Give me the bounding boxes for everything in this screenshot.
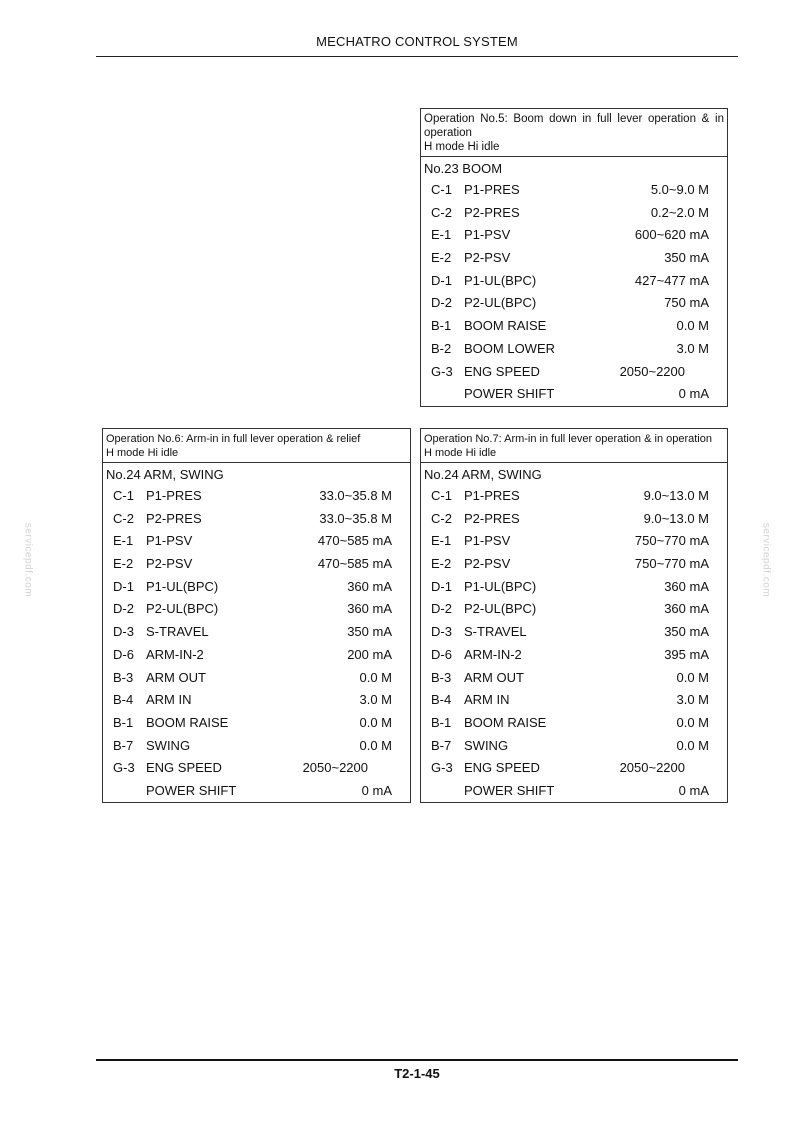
watermark-right: servicepdf.com — [760, 522, 772, 598]
table-row — [103, 712, 410, 735]
row-code: D-3 — [431, 624, 452, 640]
row-parameter: P2-PRES — [146, 510, 202, 526]
row-parameter: P1-UL(BPC) — [464, 578, 537, 594]
table-row — [421, 247, 727, 270]
operation-7-header — [421, 429, 727, 463]
row-parameter: P1-UL(BPC) — [146, 578, 219, 594]
row-value: 3.0 M — [676, 692, 709, 708]
row-parameter: P2-PSV — [464, 556, 511, 572]
row-code: B-3 — [431, 669, 452, 685]
table-row — [103, 508, 410, 531]
row-parameter: ENG SPEED — [146, 760, 222, 776]
row-value: 395 mA — [664, 646, 709, 662]
row-code: G-3 — [113, 760, 135, 776]
table-row — [421, 508, 727, 531]
table-row — [421, 202, 727, 225]
row-value: 0 mA — [678, 386, 709, 402]
operation-5-box — [420, 108, 728, 407]
row-value: 750~770 mA — [634, 556, 709, 572]
table-row — [421, 735, 727, 758]
operation-7-mode: H mode Hi idle — [424, 447, 497, 459]
row-parameter: P1-PSV — [464, 533, 511, 549]
page-number: T2-1-45 — [394, 1066, 440, 1081]
table-row — [421, 485, 727, 508]
row-value: 0 mA — [361, 782, 392, 798]
row-value: 750~770 mA — [634, 533, 709, 549]
table-row — [421, 179, 727, 202]
row-parameter: P1-PRES — [464, 488, 520, 503]
row-code: D-2 — [431, 601, 452, 617]
row-value: 2050~2200 — [619, 363, 685, 379]
table-row — [103, 757, 410, 780]
row-value: 0 mA — [678, 782, 709, 798]
row-value: 350 mA — [664, 250, 709, 266]
operation-6-rows — [103, 485, 410, 803]
row-code: E-2 — [113, 556, 134, 572]
row-parameter: P1-PSV — [146, 533, 193, 549]
table-row — [421, 361, 727, 384]
table-row — [421, 667, 727, 690]
row-code: D-6 — [431, 646, 452, 662]
row-value: 9.0~13.0 M — [643, 488, 709, 503]
row-value: 0.0 M — [676, 714, 709, 730]
row-value: 9.0~13.0 M — [643, 510, 709, 526]
row-code: D-1 — [431, 272, 452, 288]
operation-7-box — [420, 428, 728, 803]
table-row — [103, 689, 410, 712]
table-row — [103, 598, 410, 621]
row-parameter: ARM OUT — [464, 669, 524, 685]
row-code: B-4 — [113, 692, 134, 708]
table-row — [421, 292, 727, 315]
table-row — [421, 598, 727, 621]
row-parameter: BOOM RAISE — [464, 714, 547, 730]
table-row — [103, 576, 410, 599]
row-value: 427~477 mA — [634, 272, 709, 288]
row-code: B-1 — [113, 714, 134, 730]
row-code: B-3 — [113, 669, 134, 685]
row-parameter: P2-UL(BPC) — [464, 601, 537, 617]
table-row — [421, 530, 727, 553]
row-code: E-2 — [431, 250, 452, 266]
operation-5-title: Operation No.5: Boom down in full lever operation & in operation — [424, 113, 724, 139]
row-value: 33.0~35.8 M — [319, 510, 392, 526]
row-parameter: SWING — [146, 737, 191, 753]
row-parameter: POWER SHIFT — [464, 782, 555, 798]
row-code: D-1 — [113, 578, 134, 594]
table-row — [103, 621, 410, 644]
table-row — [103, 485, 410, 508]
table-row — [421, 780, 727, 803]
row-code: B-1 — [431, 318, 452, 334]
row-value: 0.0 M — [676, 318, 709, 334]
row-parameter: BOOM RAISE — [146, 714, 229, 730]
row-parameter: S-TRAVEL — [464, 624, 527, 640]
row-value: 0.0 M — [359, 737, 392, 753]
operation-6-title: Operation No.6: Arm-in in full lever operation & relief — [106, 433, 361, 445]
row-parameter: ARM IN — [464, 692, 510, 708]
row-parameter: BOOM LOWER — [464, 340, 556, 356]
row-value: 360 mA — [347, 601, 392, 617]
row-code: B-7 — [113, 737, 134, 753]
row-parameter: ENG SPEED — [464, 363, 540, 379]
table-row — [421, 644, 727, 667]
row-code: E-1 — [113, 533, 134, 549]
row-code: B-7 — [431, 737, 452, 753]
row-code: D-2 — [113, 601, 134, 617]
page-header-title: MECHATRO CONTROL SYSTEM — [316, 34, 518, 49]
header-divider — [96, 56, 738, 57]
row-parameter: ENG SPEED — [464, 760, 540, 776]
row-value: 5.0~9.0 M — [650, 182, 709, 197]
row-parameter: P2-UL(BPC) — [146, 601, 219, 617]
row-value: 360 mA — [664, 578, 709, 594]
table-row — [421, 689, 727, 712]
row-parameter: P1-UL(BPC) — [464, 272, 537, 288]
row-value: 750 mA — [664, 295, 709, 311]
operation-6-box — [102, 428, 411, 803]
row-parameter: P2-PRES — [464, 204, 520, 220]
operation-7-rows — [421, 485, 727, 803]
table-row — [421, 270, 727, 293]
row-parameter: SWING — [464, 737, 509, 753]
row-value: 0.0 M — [359, 669, 392, 685]
table-row — [103, 553, 410, 576]
row-parameter: P2-UL(BPC) — [464, 295, 537, 311]
row-parameter: P2-PSV — [464, 250, 511, 266]
row-code: C-1 — [113, 488, 134, 503]
table-row — [103, 667, 410, 690]
row-value: 0.0 M — [676, 737, 709, 753]
row-code: C-2 — [431, 204, 452, 220]
operation-6-header — [103, 429, 410, 463]
row-parameter: ARM-IN-2 — [464, 646, 522, 662]
row-value: 200 mA — [347, 646, 392, 662]
row-parameter: POWER SHIFT — [146, 782, 237, 798]
row-value: 350 mA — [347, 624, 392, 640]
row-code: C-2 — [431, 510, 452, 526]
operation-6-section: No.24 ARM, SWING — [106, 467, 224, 482]
operation-6-mode: H mode Hi idle — [106, 447, 179, 459]
row-value: 0.0 M — [676, 669, 709, 685]
row-value: 0.0 M — [359, 714, 392, 730]
row-code: D-2 — [431, 295, 452, 311]
operation-5-section: No.23 BOOM — [424, 161, 503, 176]
row-code: C-1 — [431, 182, 452, 197]
row-value: 350 mA — [664, 624, 709, 640]
footer-divider — [96, 1059, 738, 1061]
table-row — [421, 338, 727, 361]
row-value: 0.2~2.0 M — [650, 204, 709, 220]
table-row — [421, 315, 727, 338]
operation-7-section: No.24 ARM, SWING — [424, 467, 542, 482]
table-row — [103, 530, 410, 553]
row-value: 360 mA — [347, 578, 392, 594]
row-value: 33.0~35.8 M — [319, 488, 392, 503]
row-value: 2050~2200 — [302, 760, 368, 776]
row-value: 3.0 M — [359, 692, 392, 708]
row-value: 600~620 mA — [634, 227, 709, 243]
row-code: D-6 — [113, 646, 134, 662]
row-parameter: ARM IN — [146, 692, 192, 708]
table-row — [103, 780, 410, 803]
row-parameter: S-TRAVEL — [146, 624, 209, 640]
row-code: G-3 — [431, 760, 453, 776]
row-parameter: ARM OUT — [146, 669, 206, 685]
row-code: D-3 — [113, 624, 134, 640]
table-row — [421, 383, 727, 406]
row-code: C-1 — [431, 488, 452, 503]
operation-5-mode: H mode Hi idle — [424, 141, 500, 153]
row-code: B-4 — [431, 692, 452, 708]
operation-7-title: Operation No.7: Arm-in in full lever operation & in operation — [424, 433, 712, 445]
table-row — [103, 735, 410, 758]
table-row — [103, 644, 410, 667]
operation-5-header — [421, 109, 727, 157]
row-parameter: P1-PRES — [146, 488, 202, 503]
row-code: B-2 — [431, 340, 452, 356]
table-row — [421, 621, 727, 644]
row-value: 2050~2200 — [619, 760, 685, 776]
row-code: C-2 — [113, 510, 134, 526]
row-parameter: POWER SHIFT — [464, 386, 555, 402]
row-value: 470~585 mA — [317, 556, 392, 572]
table-row — [421, 712, 727, 735]
watermark-left: servicepdf.com — [22, 522, 34, 598]
row-code: G-3 — [431, 363, 453, 379]
table-row — [421, 576, 727, 599]
row-code: E-2 — [431, 556, 452, 572]
table-row — [421, 224, 727, 247]
row-code: D-1 — [431, 578, 452, 594]
row-code: E-1 — [431, 533, 452, 549]
table-row — [421, 553, 727, 576]
row-parameter: ARM-IN-2 — [146, 646, 204, 662]
row-parameter: P1-PSV — [464, 227, 511, 243]
row-code: B-1 — [431, 714, 452, 730]
row-parameter: P2-PRES — [464, 510, 520, 526]
row-parameter: P1-PRES — [464, 182, 520, 197]
row-parameter: BOOM RAISE — [464, 318, 547, 334]
row-parameter: P2-PSV — [146, 556, 193, 572]
row-value: 470~585 mA — [317, 533, 392, 549]
row-code: E-1 — [431, 227, 452, 243]
table-row — [421, 757, 727, 780]
row-value: 3.0 M — [676, 340, 709, 356]
operation-5-rows — [421, 179, 727, 406]
row-value: 360 mA — [664, 601, 709, 617]
